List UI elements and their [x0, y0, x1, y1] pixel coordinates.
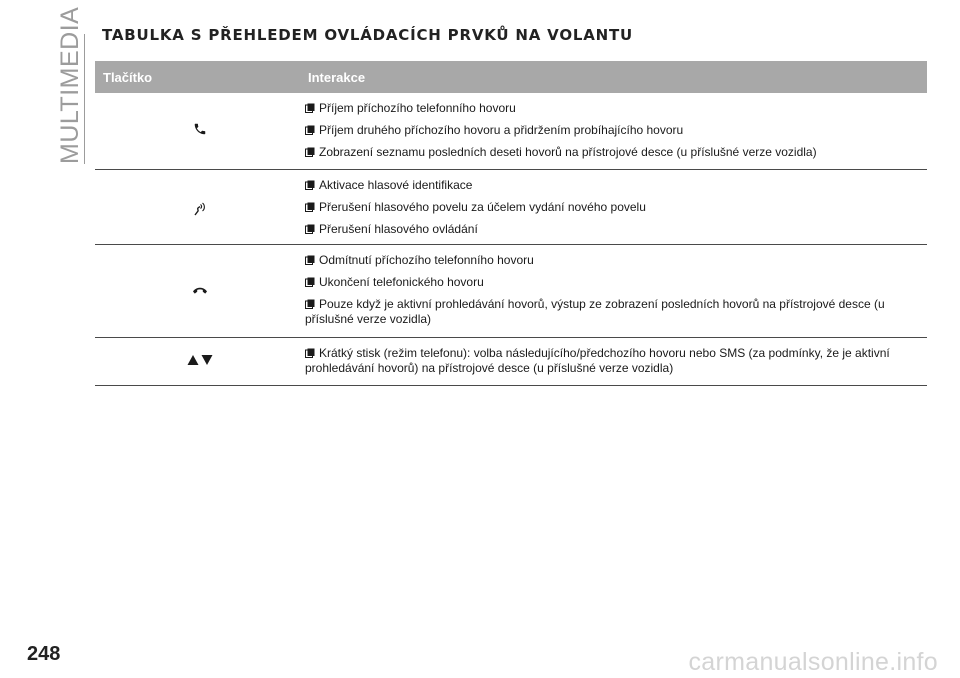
- phone-accept-icon: [193, 122, 207, 141]
- header-interaction-column: Interakce: [308, 69, 366, 85]
- list-item-text: Přerušení hlasového ovládání: [319, 222, 478, 236]
- bullet-icon: [305, 147, 315, 157]
- controls-table: [95, 61, 927, 386]
- header-button-column: Tlačítko: [103, 69, 153, 85]
- list-item: [305, 178, 927, 193]
- list-item: [305, 346, 927, 376]
- up-down-arrows-icon: [187, 353, 213, 371]
- list-item-text: Krátký stisk (režim telefonu): volba následujícího/předchozího hovoru nebo SMS (za podmínky, že je aktivní prohledávání hovorů) na přístrojové desce (u příslušné verze vozidla): [305, 346, 890, 375]
- section-label-text: MULTIMEDIA: [56, 6, 84, 164]
- button-cell: [95, 338, 305, 385]
- table-row: [95, 93, 927, 170]
- table-row: [95, 245, 927, 338]
- list-item: [305, 222, 927, 237]
- interaction-cell: [305, 338, 927, 385]
- section-label: [56, 6, 84, 164]
- list-item-text: Ukončení telefonického hovoru: [319, 275, 484, 289]
- list-item-text: Pouze když je aktivní prohledávání hovorů, výstup ze zobrazení posledních hovorů na přístrojové desce (u příslušné verze vozidla): [305, 297, 885, 326]
- page-number: 248: [27, 643, 61, 665]
- interaction-cell: [305, 245, 927, 337]
- interaction-cell: [305, 170, 927, 244]
- table-row: [95, 170, 927, 245]
- list-item-text: Příjem příchozího telefonního hovoru: [319, 101, 516, 115]
- bullet-icon: [305, 180, 315, 190]
- list-item: [305, 200, 927, 215]
- phone-hangup-icon: [192, 282, 208, 300]
- list-item: [305, 123, 927, 138]
- bullet-icon: [305, 103, 315, 113]
- section-divider: [84, 34, 85, 164]
- bullet-icon: [305, 125, 315, 135]
- list-item-text: Aktivace hlasové identifikace: [319, 178, 473, 192]
- list-item: [305, 253, 927, 268]
- list-item: [305, 101, 927, 116]
- bullet-icon: [305, 224, 315, 234]
- table-header: [95, 61, 927, 93]
- bullet-icon: [305, 348, 315, 358]
- table-row: [95, 338, 927, 386]
- page-title: TABULKA S PŘEHLEDEM OVLÁDACÍCH PRVKŮ NA VOLANTU: [102, 26, 634, 44]
- bullet-icon: [305, 255, 315, 265]
- list-item: [305, 145, 927, 160]
- bullet-icon: [305, 277, 315, 287]
- button-cell: [95, 245, 305, 337]
- bullet-icon: [305, 299, 315, 309]
- button-cell: [95, 170, 305, 244]
- list-item-text: Příjem druhého příchozího hovoru a přidržením probíhajícího hovoru: [319, 123, 684, 137]
- voice-command-icon: [193, 202, 207, 221]
- list-item: [305, 275, 927, 290]
- interaction-cell: [305, 93, 927, 169]
- list-item-text: Zobrazení seznamu posledních deseti hovorů na přístrojové desce (u příslušné verze vozidla): [319, 145, 817, 159]
- button-cell: [95, 93, 305, 169]
- bullet-icon: [305, 202, 315, 212]
- watermark: carmanualsonline.info: [688, 648, 938, 676]
- list-item-text: Přerušení hlasového povelu za účelem vydání nového povelu: [319, 200, 646, 214]
- list-item-text: Odmítnutí příchozího telefonního hovoru: [319, 253, 534, 267]
- list-item: [305, 297, 927, 327]
